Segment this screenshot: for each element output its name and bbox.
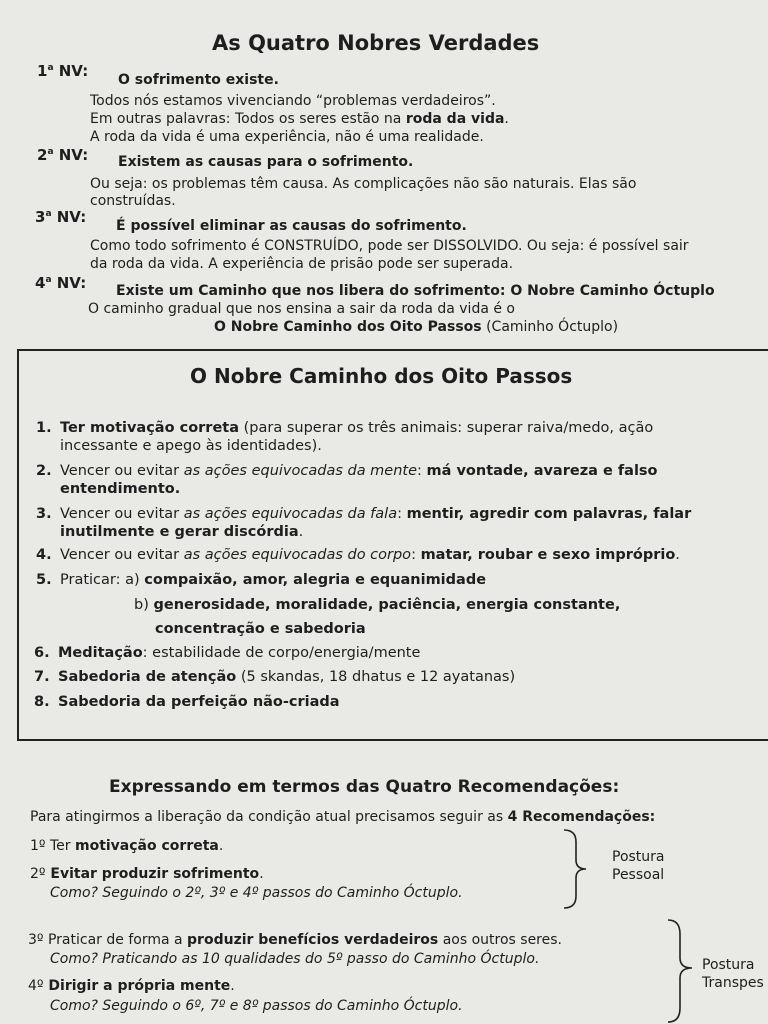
path-item-4: 4. Vencer ou evitar as ações equivocadas do corpo: matar, roubar e sexo impróprio. [36,547,680,563]
path-item-7: 7. Sabedoria de atenção (5 skandas, 18 dhatus e 12 ayatanas) [34,669,516,685]
path-item-1-line-2: incessante e apego às identidades). [60,438,322,454]
recommendation-4: 4º Dirigir a própria mente. [28,978,235,994]
path-item-5b-line-2: concentração e sabedoria [155,621,366,637]
path-item-1: 1. Ter motivação correta (para superar os três animais: superar raiva/medo, ação [36,420,654,436]
recommendation-2: 2º Evitar produzir sofrimento. [30,866,264,882]
recommendations-intro: Para atingirmos a liberação da condição atual precisamos seguir as 4 Recomendações: [30,809,656,825]
nv-4-line-1: O caminho gradual que nos ensina a sair da roda da vida é o [88,301,515,317]
nv-3-label: 3$^a$ NV: [35,208,87,226]
posture-personal-label: Postura Pessoal [612,849,665,883]
nv-1-label: 1$^a$ NV: [37,62,89,80]
recommendation-2-how: Como? Seguindo o 2º, 3º e 4º passos do Caminho Óctuplo. [50,885,463,901]
box-title: O Nobre Caminho dos Oito Passos [190,364,573,388]
recommendation-3-how: Como? Praticando as 10 qualidades do 5º passo do Caminho Óctuplo. [50,951,540,967]
nv-2-heading: Existem as causas para o sofrimento. [118,154,414,170]
nv-2-line-2: construídas. [90,193,176,209]
brace-transpersonal [664,918,698,1024]
recommendation-1: 1º Ter motivação correta. [30,838,224,854]
recommendation-4-how: Como? Seguindo o 6º, 7º e 8º passos do Caminho Óctuplo. [50,998,463,1014]
nv-3-line-1: Como todo sofrimento é CONSTRUÍDO, pode ser DISSOLVIDO. Ou seja: é possível sair [90,238,689,254]
posture-transpersonal-label: Postura Transpes [702,957,764,991]
nv-2-line-1: Ou seja: os problemas têm causa. As complicações não são naturais. Elas são [90,176,637,192]
path-item-8: 8. Sabedoria da perfeição não-criada [34,694,340,710]
nv-3-line-2: da roda da vida. A experiência de prisão pode ser superada. [90,256,514,272]
nv-1-line-2: Em outras palavras: Todos os seres estão na roda da vida. [90,111,509,127]
recommendations-title: Expressando em termos das Quatro Recomendações: [109,777,620,797]
nv-1-heading: O sofrimento existe. [118,72,279,88]
nv-2-label: 2$^a$ NV: [37,146,89,164]
path-item-2: 2. Vencer ou evitar as ações equivocadas da mente: má vontade, avareza e falso [36,463,658,479]
nv-4-label: 4$^a$ NV: [35,274,87,292]
page-title: As Quatro Nobres Verdades [212,31,540,55]
nv-1-line-3: A roda da vida é uma experiência, não é uma realidade. [90,129,484,145]
nv-1-line-1: Todos nós estamos vivenciando “problemas verdadeiros”. [90,93,496,109]
nv-4-line-2: O Nobre Caminho dos Oito Passos (Caminho Óctuplo) [214,319,619,335]
nv-3-heading: É possível eliminar as causas do sofrimento. [116,218,467,234]
path-item-3: 3. Vencer ou evitar as ações equivocadas da fala: mentir, agredir com palavras, falar [36,506,692,522]
brace-personal [560,828,590,910]
path-item-5b: b) generosidade, moralidade, paciência, energia constante, [134,597,621,613]
recommendation-3: 3º Praticar de forma a produzir benefícios verdadeiros aos outros seres. [28,932,562,948]
path-item-6: 6. Meditação: estabilidade de corpo/energia/mente [34,645,421,661]
nv-4-heading: Existe um Caminho que nos libera do sofrimento: O Nobre Caminho Óctuplo [116,283,715,299]
path-item-3-line-2: inutilmente e gerar discórdia. [60,524,304,540]
path-item-2-line-2: entendimento. [60,481,181,497]
path-item-5: 5. Praticar: a) compaixão, amor, alegria e equanimidade [36,572,487,588]
